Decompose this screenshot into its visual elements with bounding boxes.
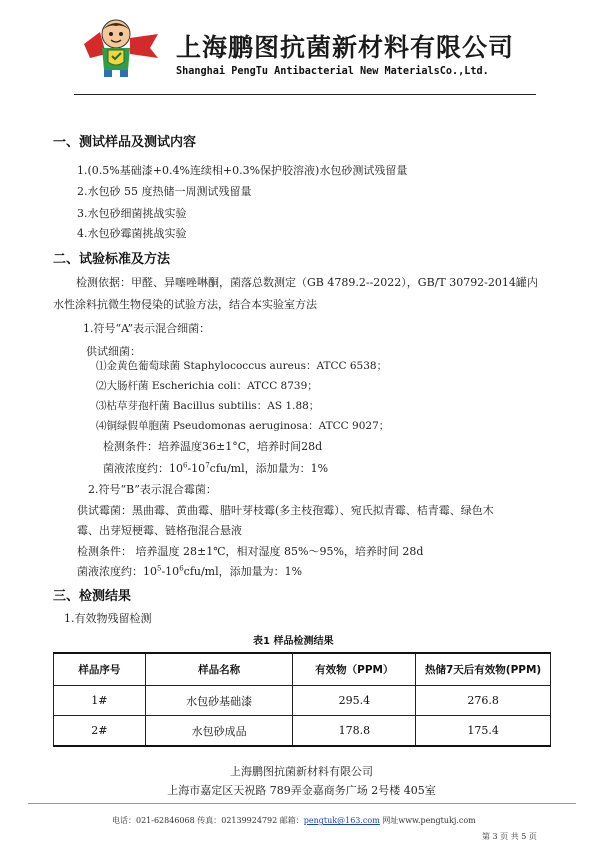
- table-caption: 表1 样品检测结果: [253, 636, 334, 647]
- table-cell: 水包砂成品: [145, 716, 293, 747]
- test-basis-line: 水性涂料抗微生物侵染的试验方法，结合本实验室方法: [53, 298, 317, 311]
- section-3-title: 三、检测结果: [53, 589, 132, 604]
- table-cell: 178.8: [293, 716, 416, 747]
- fungi-conditions: 检测条件： 培养温度 28±1℃，相对湿度 85%～95%，培养时间 28d: [77, 545, 424, 558]
- test-basis-line: 检测依据：甲醛、异噻唑啉酮，菌落总数测定（GB 4789.2--2022），GB/T 30792-2014罐内: [76, 276, 538, 289]
- test-item: 3.水包砂细菌挑战实验: [77, 207, 187, 220]
- footer-email-link[interactable]: pengtuk@163.com: [303, 816, 380, 825]
- fungi-list-line: 供试霉菌：黑曲霉、黄曲霉、腊叶芽枝霉(多主枝孢霉）、宛氏拟青霉、桔青霉、绿色木: [77, 504, 494, 517]
- bacteria-item: ⑷铜绿假单胞菌 Pseudomonas aeruginosa：ATCC 9027；: [96, 420, 390, 432]
- bacteria-group-title: 1.符号“A”表示混合细菌：: [83, 322, 211, 335]
- bacteria-item: ⑴金黄色葡萄球菌 Staphylococcus aureus：ATCC 6538；: [96, 360, 388, 372]
- header-cell: 有效物（PPM）: [293, 653, 416, 686]
- company-name-cn: 上海鹏图抗菌新材料有限公司: [176, 33, 515, 62]
- table-cell: 2#: [54, 716, 146, 747]
- table-row: [54, 716, 551, 747]
- bacteria-conditions: 检测条件：培养温度36±1°C，培养时间28d: [103, 440, 323, 453]
- table-cell: 水包砂基础漆: [145, 686, 293, 716]
- table-cell: 295.4: [293, 686, 416, 716]
- fungi-list-line: 霉、出芽短梗霉、链格孢混合悬液: [77, 524, 242, 537]
- bacteria-item: ⑵大肠杆菌 Escherichia coli：ATCC 8739；: [96, 380, 318, 392]
- footer-address: 上海市嘉定区天祝路 789弄金嘉商务广场 2号楼 405室: [167, 784, 436, 797]
- results-table: [53, 652, 551, 747]
- footer-divider: [28, 803, 576, 804]
- bacteria-subtitle: 供试细菌：: [86, 345, 141, 358]
- footer-website: 网址www.pengtukj.com: [379, 816, 476, 825]
- page-number: 第 3 页 共 5 页: [482, 832, 537, 841]
- table-header-row: [54, 653, 551, 686]
- header-cell: 热储7天后有效物(PPM): [416, 653, 551, 686]
- company-name-en: Shanghai PengTu Antibacterial New MaterialsCo.,Ltd.: [176, 66, 489, 77]
- fungi-concentration: 菌液浓度约：$10^5-10^6cfu/ml$，添加量为：1%: [77, 564, 303, 578]
- result-item: 1.有效物残留检测: [64, 612, 152, 625]
- test-item: 2.水包砂 55 度热储一周测试残留量: [77, 185, 252, 198]
- table-row: [54, 686, 551, 716]
- table-cell: 1#: [54, 686, 146, 716]
- bacteria-concentration: 菌液浓度约：$10^6-10^7cfu/ml$，添加量为：1%: [103, 461, 329, 475]
- footer-company: 上海鹏图抗菌新材料有限公司: [230, 765, 373, 778]
- table-cell: 276.8: [416, 686, 551, 716]
- bacteria-item: ⑶枯草芽孢杆菌 Bacillus subtilis：AS 1.88；: [96, 400, 320, 412]
- header-cell: 样品名称: [145, 653, 293, 686]
- header-cell: 样品序号: [54, 653, 146, 686]
- test-item: 4.水包砂霉菌挑战实验: [77, 227, 187, 240]
- fungi-group-title: 2.符号“B”表示混合霉菌：: [88, 483, 217, 496]
- mascot-logo-icon: [80, 14, 160, 78]
- test-item: 1.(0.5%基础漆+0.4%连续相+0.3%保护胶溶液)水包砂测试残留量: [77, 164, 408, 177]
- footer-contact: 电话：021-62846068 传真：02139924792 邮箱：pengtuk@163.com 网址www.pengtukj.com: [112, 816, 476, 825]
- section-2-title: 二、试验标准及方法: [53, 252, 171, 267]
- header-divider: [74, 94, 536, 95]
- section-1-title: 一、测试样品及测试内容: [53, 135, 197, 150]
- table-cell: 175.4: [416, 716, 551, 747]
